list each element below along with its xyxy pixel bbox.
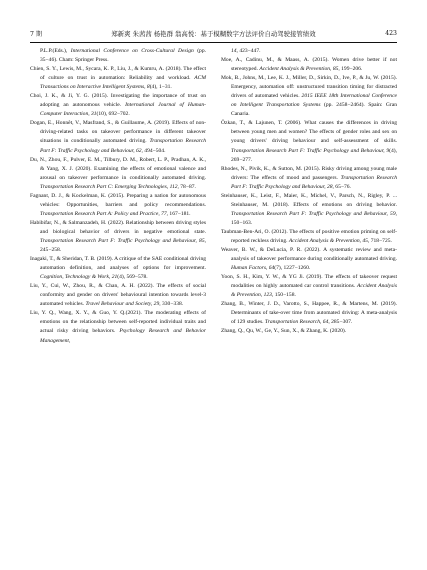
reference-source-italic: International Journal of Human-Computer Interaction, 31 [40,102,206,118]
reference-text: Du, N., Zhou, F., Pulver, E. M., Tilbury, D. M., Robert, L. P., Pradhan, A. K., & Yang, X. J. (2020). Examining the effects of emotional valence and arousal on takeover performance in conditionally automated driving. [30,156,206,181]
reference-entry [30,156,206,192]
reference-text: Choi, J. K., & Ji, Y. G. (2015). Investigating the importance of trust on adopting an autonomous vehicle. [30,93,206,109]
reference-text: , 718−725. [367,237,392,244]
reference-text: Taubman-Ben-Ari, O. (2012). The effects of positive emotion priming on self-reported reckless driving. [221,228,397,244]
page-number: 423 [385,29,397,37]
reference-source-italic: Accident Analysis & Prevention, 45 [288,237,368,244]
reference-entry [221,300,397,327]
reference-text: , 199−206. [338,66,363,73]
reference-text: Yoon, S. H., Kim, Y. W., & YG Ji. (2019). The effects of takeover request modalities on highly automated car control transitions. [221,274,397,290]
reference-entry [30,47,206,65]
reference-text: (4), 269−277. [231,147,397,163]
reference-source-italic: International Conference on Cross-Cultural Design [70,48,194,54]
reference-text: (10), 692−702. [96,111,130,118]
reference-text: Dogan, E., Honnêt, V., Masfrand, S., & Guillaume, A. (2019). Effects of non-driving-related tasks on takeover performance in different takeover situations in conditionally automated driving. [30,120,206,145]
reference-source-italic: ACM Transactions on Interactive Intelligent Systems, 8 [40,75,206,91]
reference-source-italic: Transportation Research Part F: Traffic Psychology and Behaviour, 85 [40,237,205,244]
reference-text: , 423−447. [236,48,261,54]
reference-text: , 245−258. [40,237,206,254]
issue-number: 7 期 [30,30,43,38]
reference-text: (4), 1−31. [149,84,172,91]
reference-entry [221,165,397,192]
reference-text: Özkan, T., & Lajunen, T. (2006). What causes the differences in driving between young men and women? The effects of gender roles and sex on young drivers' driving behaviour and self-assessment of skills. [221,120,397,145]
reference-text: Weaver, B. W., & DeLucia, P. R. (2022). A systematic review and meta-analysis of takeover performance during conditionally automated driving. [221,247,397,263]
reference-source-italic: Transportation Research Part F: Traffic Psychology and Behaviour, 59 [231,210,396,217]
reference-text: Habibifar, N., & Salmanzadeh, H. (2022). Relationship between driving styles and biological behavior of drivers in negative emotional state. [30,219,206,235]
reference-entry [221,327,397,336]
reference-text: Moe, A., Cadinu, M., & Maass, A. (2015). Women drive better if not stereotyped. [221,57,397,73]
reference-source-italic: 2015 IEEE 18th International Conference on Intelligent Transportation Systems [231,93,398,109]
reference-text: Chien, S. Y., Lewis, M., Sycara, K. P., Liu, J., & Kumru, A. (2018). The effect of culture on trust in automation: Reliability and workload. [30,66,206,82]
reference-text: Zhang, Q., Qu, W., Ge, Y., Sun, X., & Zhang, K. (2020). [221,328,347,335]
reference-text: (7), 1227−1260. [274,265,311,272]
reference-text: Rhodes, N., Pivik, K., & Sutton, M. (2015). Risky driving among young male drivers: The effects of mood and passengers. [221,165,397,181]
reference-source-italic: Human Factors, 64 [231,265,275,272]
reference-text: Fagnant, D. J., & Kockelman, K. (2015). Preparing a nation for autonomous vehicles: Opportunities, barriers and policy recommendations. [30,192,206,208]
reference-entry [30,309,206,345]
reference-entry [30,192,206,219]
running-header [30,26,397,40]
reference-columns [30,47,397,556]
reference-text: Liu, Y. Q., Wang, X. Y., & Guo, Y. Q.(2021). The moderating effects of emotions on the relationship between self-reported individual traits and actual risky driving behaviors. [30,310,206,335]
reference-source-italic: Cognition, Technology & Work, 21 [40,274,118,281]
reference-source-italic: 14 [231,48,237,54]
reference-text: , 285−307. [328,319,353,326]
reference-text: , 150−163. [231,210,397,226]
reference-entry [30,282,206,309]
reference-text: , 65−76. [332,183,351,190]
reference-column-right [221,47,397,556]
reference-entry [221,56,397,74]
reference-column-left [30,47,206,556]
reference-source-italic: Transportation Research Part F: Traffic Psychology and Behaviour, 62 [40,138,206,154]
reference-source-italic: Transportation Research, 64 [264,319,329,326]
reference-source-italic: Travel Behaviour and Society, 29 [85,301,160,308]
reference-text: Zhang, B., Winter, J. D., Varotto, S., Happee, R., & Martens, M. (2019). Determinants of take-over time from automated driving: A meta-analysis of 129 studies. [221,301,397,326]
reference-entry [30,65,206,92]
reference-entry [30,255,206,282]
reference-text: (4), 569−578. [117,274,148,281]
reference-text: P.L.P.(Eds.), [40,48,71,54]
reference-entry [221,273,397,300]
reference-text: Mok, B., Johns, M., Lee, K. J., Miller, D., Sirkin, D., Ive, P., & Ju, W. (2015). Emergency, automation off: unstructured transition timing for distracted drivers of automated vehicles. [221,75,397,100]
running-title: 郑新爽 朱茜茜 杨艳群 翁高悦：基于模糊数字方法评价自动驾驶接管绩效 [111,29,316,38]
reference-text: Steinhauser, K., Leist, F., Maier, K., Michel, V., Parsch, N., Rigley, P. ... Steinhauser, M. (2018). Effects of emotions on driving behavior. [221,192,397,208]
reference-text: Liu, Y., Cui, W., Zhou, R., & Chan, A. H. (2022). The effects of social conformity and gender on drivers' behavioural intention towards level-3 automated vehicles. [30,283,206,308]
reference-text: , 167−181. [166,210,191,217]
reference-entry [30,219,206,255]
reference-text: , 78−87. [177,183,196,190]
reference-source-italic: Transportation Research Part F: Traffic Psychology and Behaviour, 28 [231,174,397,190]
reference-text: (pp. 2458−2464). Spain: Gran Canaria. [231,102,397,118]
reference-entry [221,228,397,246]
reference-text: , 330−338. [159,301,184,308]
reference-text: (pp. 35−46). Cham: Springer Press. [40,48,206,64]
reference-text: , 150−158. [271,292,296,299]
reference-entry [221,246,397,273]
reference-entry [221,74,397,119]
reference-source-italic: Transportation Research Part F: Traffic Psychology and Behaviour, 9 [231,147,390,154]
reference-source-italic: Accident Analysis & Prevention, 123 [231,283,397,299]
reference-source-italic: Transportation Research Part C: Emerging Technologies, 112 [40,183,178,190]
reference-source-italic: Transportation Research Part A: Policy and Practice, 77 [40,210,167,217]
reference-text: , 494−504. [141,147,166,154]
reference-source-italic: Psychology Research and Behavior Management, [40,328,206,344]
reference-text: Inagaki, T., & Sheridan, T. B. (2019). A critique of the SAE conditional driving automation definition, and analyses of options for improvement. [30,256,206,272]
reference-entry [30,119,206,155]
reference-source-italic: Accident Analysis & Prevention, 85 [259,66,339,73]
reference-entry [30,92,206,119]
reference-entry [221,47,397,56]
reference-entry [221,119,397,164]
header-rule [30,42,397,43]
reference-entry [221,192,397,228]
